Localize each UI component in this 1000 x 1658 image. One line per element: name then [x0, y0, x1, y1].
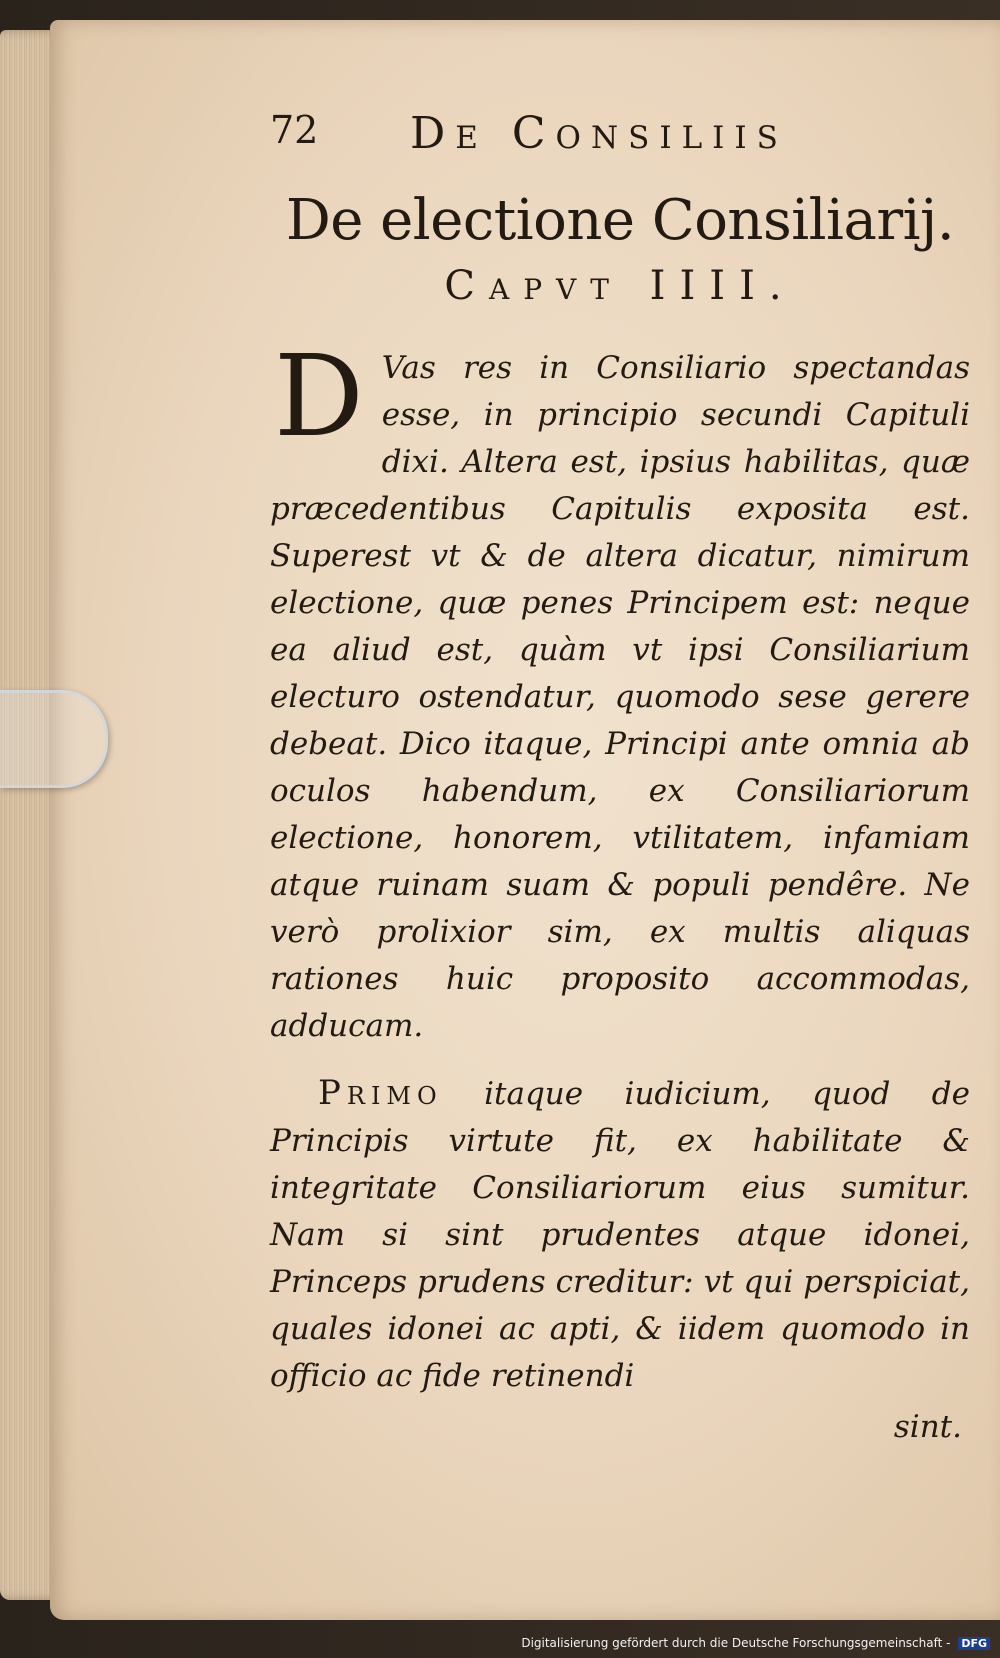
- footer-credit-text: Digitalisierung gefördert durch die Deutsche Forschungsgemeinschaft -: [521, 1636, 951, 1650]
- paragraph-1: [270, 332, 970, 1050]
- paragraph-1-text: Vas res in Consiliario spectandas esse, in principio secundi Capituli dixi. Altera est, ipsius habilitas, quæ præcedentibus Capitulis exposita est. Superest vt & de altera dicatur, nimirum electione, quæ penes Principem est: neque ea aliud est, quàm vt ipsi Consiliarium electuro ostendatur, quomodo sese gerere debeat. Dico itaque, Principi ante omnia ab oculos habendum, ex Consiliariorum electione, honorem, vtilitatem, infamiam atque ruinam suam & populi pendêre. Ne verò prolixior sim, ex multis aliquas rationes huic proposito accommodas, adducam.: [270, 350, 970, 1044]
- chapter-number: Capvt IIII.: [444, 263, 796, 309]
- page-content: [270, 100, 970, 1451]
- catchword: sint.: [893, 1409, 962, 1445]
- paragraph-2-lead: Primo: [318, 1073, 443, 1113]
- running-title: De Consiliis: [410, 108, 788, 159]
- page-number: 72: [270, 108, 319, 152]
- running-head: [270, 100, 970, 160]
- dfg-logo: DFG: [958, 1637, 990, 1650]
- paragraph-2: [270, 1070, 970, 1400]
- paragraph-2-text: itaque iudicium, quod de Principis virtute fit, ex habilitate & integritate Consiliariorum eius sumitur. Nam si sint prudentes atque idonei, Princeps prudens creditur: vt qui perspiciat, quales idonei ac apti, & iidem quomodo in officio ac fide retinendi: [270, 1076, 970, 1394]
- drop-cap: D: [274, 332, 364, 462]
- footer-credit: [521, 1636, 990, 1650]
- page-clip: [0, 690, 108, 788]
- chapter-title: De electione Consiliarij.: [285, 188, 955, 253]
